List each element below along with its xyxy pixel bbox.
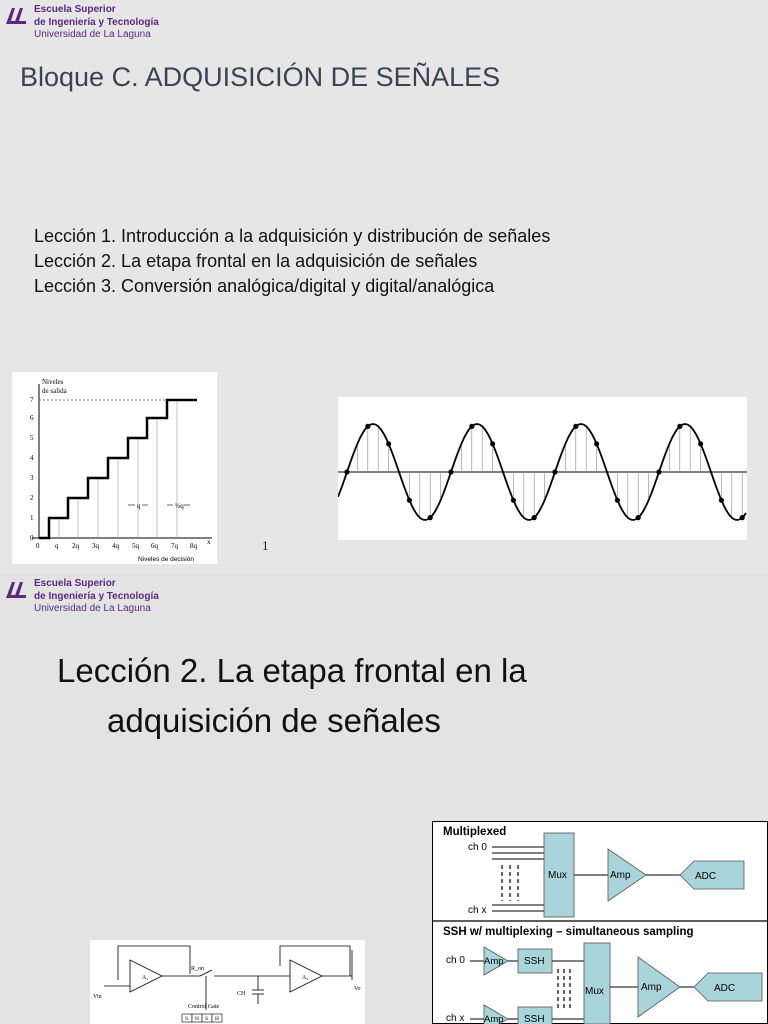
x-tick-8q: 8q	[190, 542, 197, 550]
annotation-q: q	[137, 502, 141, 510]
sample-point	[615, 498, 620, 503]
sampled-sine-svg	[338, 397, 747, 540]
sample-point	[719, 498, 724, 503]
sample-hold-circuit-figure	[90, 940, 365, 1024]
lesson-item-1: Lección 1. Introducción a la adquisición y distribución de señales	[34, 226, 551, 246]
logo-line-3: Universidad de La Laguna	[34, 29, 151, 40]
ull-logo-icon	[4, 6, 30, 26]
logo-line-3: Universidad de La Laguna	[34, 603, 151, 614]
sample-point	[344, 469, 349, 474]
slide-title: Bloque C. ADQUISICIÓN DE SEÑALES	[20, 62, 501, 92]
capacitor-label: CH	[237, 991, 246, 997]
sampled-sine-figure	[338, 397, 747, 540]
lesson-item-3: Lección 3. Conversión analógica/digital y digital/analógica	[34, 276, 495, 296]
logo-line-1: Escuela Superior	[34, 4, 116, 15]
logo-line-1: Escuela Superior	[34, 578, 116, 589]
timing-s-2: S	[205, 1016, 209, 1022]
sample-point	[448, 469, 453, 474]
quantizer-staircase-figure	[12, 372, 217, 564]
vin-label: Vin	[93, 994, 102, 1000]
sample-point	[386, 441, 391, 446]
vout-label: Vo	[354, 986, 361, 992]
x-tick-q: q	[55, 542, 59, 550]
adc-2-label: ADC	[714, 983, 736, 994]
ssh-amp-ch0-label: Amp	[484, 956, 504, 967]
adc-1-label: ADC	[695, 871, 717, 882]
chx-label: ch x	[468, 905, 487, 916]
y-tick-2: 2	[30, 494, 34, 502]
sample-point	[740, 515, 745, 520]
timing-h-1: H	[195, 1016, 199, 1022]
page-number: 1	[262, 538, 269, 553]
ssh-amp-chx-label: Amp	[484, 1014, 504, 1024]
ssh-ch0-label: ch 0	[446, 955, 465, 966]
mux-1-label: Mux	[548, 870, 567, 881]
x-tick-5q: 5q	[132, 542, 139, 550]
x-tick-7q: 7q	[171, 542, 178, 550]
mux-block-2	[584, 943, 610, 1024]
y-tick-7: 7	[30, 396, 34, 404]
control-gate-label: Control Gate	[188, 1004, 220, 1010]
multiplexed-title: Multiplexed	[443, 826, 507, 838]
mux-2-label: Mux	[585, 986, 604, 997]
y-tick-5: 5	[30, 434, 34, 442]
logo-line-2: de Ingeniería y Tecnología	[34, 16, 159, 28]
timing-h-2: H	[215, 1016, 219, 1022]
lesson-list	[34, 224, 550, 299]
x-tick-2q: 2q	[72, 542, 79, 550]
logo-text	[34, 4, 159, 42]
logo-text	[34, 578, 159, 616]
ssh-chx-block-label: SSH	[524, 1014, 545, 1024]
slide-title-line-1: Lección 2. La etapa frontal en la	[57, 652, 527, 689]
x-tick-4q: 4q	[112, 542, 119, 550]
sample-point	[428, 515, 433, 520]
y-tick-0: 0	[30, 534, 34, 542]
staircase-svg	[12, 372, 217, 564]
opamp-1-label: A₁	[142, 975, 149, 981]
university-logo	[4, 4, 204, 44]
circuit-svg	[90, 940, 365, 1024]
sample-point	[490, 441, 495, 446]
slide-title	[57, 646, 527, 746]
sample-point	[511, 498, 516, 503]
sample-point	[573, 424, 578, 429]
x-tick-6q: 6q	[151, 542, 158, 550]
opamp-2-label: A₂	[302, 975, 309, 981]
amp-2-label: Amp	[641, 982, 662, 993]
ch0-label: ch 0	[468, 842, 487, 853]
switch-label: R_on	[191, 966, 205, 972]
y-axis-title-1: Niveles	[42, 378, 64, 386]
sample-point	[552, 469, 557, 474]
x-tick-0: 0	[36, 542, 40, 550]
x-axis-title: Niveles de decisión	[138, 556, 195, 563]
slide-2	[0, 574, 768, 1024]
x-tick-3q: 3q	[92, 542, 99, 550]
x-axis-symbol: x	[207, 538, 211, 546]
logo-line-2: de Ingeniería y Tecnología	[34, 590, 159, 602]
sample-point	[698, 441, 703, 446]
y-tick-6: 6	[30, 414, 34, 422]
mux-svg	[432, 821, 768, 1024]
sample-point	[469, 424, 474, 429]
y-tick-4: 4	[30, 454, 34, 462]
sample-point	[636, 515, 641, 520]
ssh-ch0-block-label: SSH	[524, 956, 545, 967]
sample-point	[656, 469, 661, 474]
y-axis-title-2: de salida	[42, 387, 67, 395]
sample-point	[594, 441, 599, 446]
amp-1-label: Amp	[610, 870, 631, 881]
sample-point	[407, 498, 412, 503]
multiplexer-figure	[432, 821, 768, 1024]
ull-logo-icon	[4, 580, 30, 600]
sample-point	[677, 424, 682, 429]
sample-point	[532, 515, 537, 520]
slide-title-line-2: adquisición de señales	[107, 702, 441, 739]
y-tick-3: 3	[30, 474, 34, 482]
y-tick-1: 1	[30, 514, 34, 522]
ssh-chx-label: ch x	[446, 1013, 465, 1024]
sample-point	[365, 424, 370, 429]
lesson-item-2: Lección 2. La etapa frontal en la adquisición de señales	[34, 251, 478, 271]
annotation-half-q: ½q	[175, 502, 184, 510]
ssh-title: SSH w/ multiplexing – simultaneous sampling	[443, 926, 694, 938]
university-logo	[4, 578, 204, 618]
timing-s-1: S	[185, 1016, 189, 1022]
